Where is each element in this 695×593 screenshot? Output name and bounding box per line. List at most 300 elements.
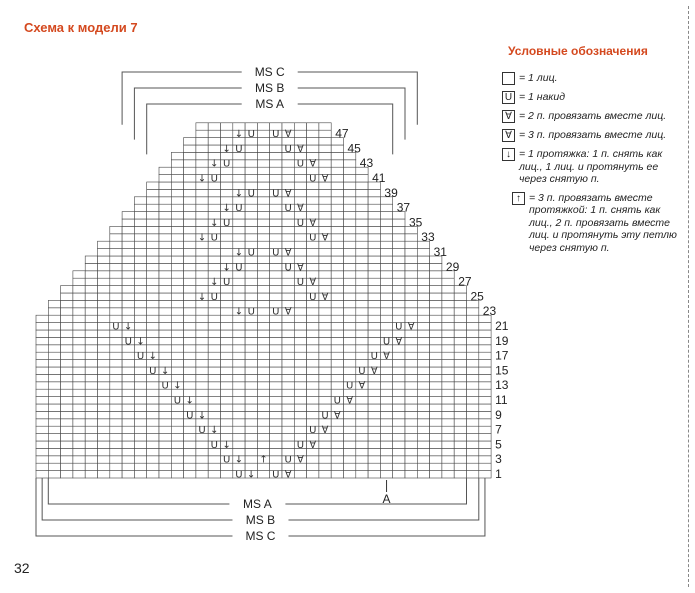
grid-cell [196,256,208,263]
grid-cell [368,197,380,204]
grid-cell [245,263,257,270]
grid-cell [147,263,159,270]
grid-cell [417,352,429,359]
grid-cell [221,382,233,389]
grid-cell [331,256,343,263]
grid-cell [171,234,183,241]
grid-cell [356,441,368,448]
yarn-over-icon: U [210,439,219,451]
grid-cell [85,323,97,330]
grid-cell [257,330,269,337]
grid-cell [233,293,245,300]
row-number: 25 [470,289,484,304]
grid-cell [73,315,85,322]
grid-cell [368,212,380,219]
grid-cell [233,175,245,182]
grid-cell [344,308,356,315]
grid-cell [294,300,306,307]
grid-cell [110,337,122,344]
grid-cell [73,441,85,448]
grid-cell [159,345,171,352]
grid-cell [85,337,97,344]
repeat-label: MS A [243,497,272,511]
yarn-over-icon: U [272,129,280,141]
grid-cell [110,411,122,418]
grid-cell [147,330,159,337]
yarn-over-icon: U [235,262,243,274]
sk2p-arrow-icon: ↑ [259,454,268,466]
k2tog-icon: ∀ [358,380,366,392]
grid-cell [294,352,306,359]
grid-cell [380,249,392,256]
decrease-arrow-icon: ↓ [197,291,207,303]
grid-cell [405,256,417,263]
grid-cell [159,323,171,330]
grid-cell [233,330,245,337]
grid-cell [270,271,282,278]
grid-cell [36,345,48,352]
grid-cell [85,345,97,352]
yarn-over-icon: U [222,217,231,229]
grid-cell [270,278,282,285]
grid-cell [319,323,331,330]
grid-cell [454,411,466,418]
grid-cell [233,397,245,404]
grid-cell [319,367,331,374]
decrease-arrow-icon: ↓ [234,454,244,466]
grid-cell [184,367,196,374]
grid-cell [307,352,319,359]
grid-cell [98,411,110,418]
repeat-label: MS C [254,65,285,79]
grid-cell [257,389,269,396]
grid-cell [294,293,306,300]
grid-cell [405,463,417,470]
grid-cell [405,411,417,418]
grid-cell [380,471,392,478]
yarn-over-icon: U [345,380,354,392]
grid-cell [368,256,380,263]
grid-cell [393,426,405,433]
grid-cell [61,367,73,374]
grid-cell [245,293,257,300]
grid-cell [196,249,208,256]
grid-cell [282,434,294,441]
grid-cell [282,330,294,337]
grid-cell [171,160,183,167]
grid-cell [344,456,356,463]
k2tog-icon: ∀ [297,203,304,215]
grid-cell [356,434,368,441]
grid-cell [331,175,343,182]
knit-stitch-icon [502,72,515,85]
k2tog-icon: ∀ [284,306,292,318]
grid-cell [134,212,146,219]
grid-cell [307,456,319,463]
grid-cell [36,360,48,367]
grid-cell [319,219,331,226]
grid-cell [454,345,466,352]
grid-cell [184,256,196,263]
grid-cell [171,219,183,226]
grid-cell [442,286,454,293]
grid-cell [442,308,454,315]
grid-cell [159,234,171,241]
grid-cell [110,448,122,455]
grid-cell [245,456,257,463]
grid-cell [344,160,356,167]
grid-cell [196,448,208,455]
grid-cell [331,263,343,270]
grid-cell [147,308,159,315]
grid-cell [307,389,319,396]
grid-cell [380,382,392,389]
grid-cell [331,323,343,330]
grid-cell [48,382,60,389]
grid-cell [110,352,122,359]
grid-cell [110,308,122,315]
grid-cell [122,256,134,263]
grid-cell [430,374,442,381]
grid-cell [368,330,380,337]
grid-cell [110,456,122,463]
grid-cell [134,374,146,381]
legend-item-skp [502,148,682,186]
grid-cell [344,293,356,300]
grid-cell [221,471,233,478]
grid-cell [147,182,159,189]
grid-cell [405,271,417,278]
grid-cell [147,471,159,478]
grid-cell [73,411,85,418]
grid-cell [417,323,429,330]
grid-cell [48,315,60,322]
grid-cell [307,337,319,344]
grid-cell [245,226,257,233]
grid-cell [184,234,196,241]
grid-cell [184,448,196,455]
grid-cell [233,167,245,174]
grid-cell [307,256,319,263]
grid-cell [344,249,356,256]
grid-cell [98,397,110,404]
yarn-over-icon: U [296,158,305,170]
grid-cell [442,463,454,470]
grid-cell [73,419,85,426]
grid-cell [245,382,257,389]
grid-cell [368,456,380,463]
grid-cell [331,241,343,248]
grid-cell [61,293,73,300]
grid-cell [110,345,122,352]
grid-cell [184,471,196,478]
grid-cell [184,315,196,322]
grid-cell [147,397,159,404]
grid-cell [98,323,110,330]
grid-cell [36,374,48,381]
grid-cell [270,441,282,448]
grid-cell [319,448,331,455]
grid-cell [196,315,208,322]
grid-cell [122,434,134,441]
grid-cell [85,315,97,322]
yarn-over-icon: U [284,454,292,466]
grid-cell [331,352,343,359]
grid-cell [184,182,196,189]
grid-cell [245,212,257,219]
grid-cell [147,271,159,278]
grid-cell [319,441,331,448]
row-number: 23 [482,304,497,319]
grid-cell [331,330,343,337]
grid-cell [233,219,245,226]
grid-cell [257,286,269,293]
grid-cell [171,167,183,174]
yarn-over-icon: U [222,158,231,170]
grid-cell [442,471,454,478]
grid-cell [368,397,380,404]
grid-cell [147,278,159,285]
grid-cell [110,463,122,470]
grid-cell [98,315,110,322]
grid-cell [307,204,319,211]
grid-cell [270,323,282,330]
grid-cell [467,360,479,367]
grid-cell [270,330,282,337]
grid-cell [270,219,282,226]
grid-cell [294,374,306,381]
grid-cell [61,345,73,352]
grid-cell [319,456,331,463]
down-arrow-icon: ↓ [502,148,515,161]
grid-cell [257,256,269,263]
grid-cell [454,441,466,448]
grid-cell [454,434,466,441]
grid-cell [73,374,85,381]
grid-cell [257,382,269,389]
repeat-label: MS A [255,97,285,111]
grid-cell [196,152,208,159]
grid-cell [356,175,368,182]
grid-cell [98,382,110,389]
grid-cell [257,411,269,418]
grid-cell [430,456,442,463]
grid-cell [147,434,159,441]
yarn-over-icon: U [247,188,255,200]
grid-cell [454,382,466,389]
yarn-over-icon: U [161,380,169,392]
grid-cell [257,182,269,189]
grid-cell [307,138,319,145]
grid-cell [85,300,97,307]
grid-cell [356,330,368,337]
grid-cell [98,389,110,396]
grid-cell [368,389,380,396]
grid-cell [85,404,97,411]
grid-cell [393,397,405,404]
grid-cell [454,337,466,344]
grid-cell [147,337,159,344]
grid-cell [221,249,233,256]
grid-cell [270,152,282,159]
grid-cell [147,249,159,256]
grid-cell [405,360,417,367]
grid-cell [454,419,466,426]
legend-heading: Условные обозначения [508,44,648,58]
grid-cell [454,360,466,367]
grid-cell [122,226,134,233]
grid-cell [147,293,159,300]
grid-cell [417,256,429,263]
center-marker-label: A [382,492,391,506]
grid-cell [134,419,146,426]
grid-cell [98,330,110,337]
grid-cell [61,456,73,463]
grid-cell [73,404,85,411]
grid-cell [479,456,491,463]
grid-cell [417,367,429,374]
grid-cell [134,204,146,211]
grid-cell [122,471,134,478]
grid-cell [282,411,294,418]
decrease-arrow-icon: ↓ [222,203,231,215]
grid-cell [270,263,282,270]
grid-cell [270,389,282,396]
grid-cell [344,212,356,219]
grid-cell [368,241,380,248]
grid-cell [98,278,110,285]
grid-cell [110,397,122,404]
grid-cell [36,411,48,418]
grid-cell [233,286,245,293]
decrease-arrow-icon: ↓ [197,410,207,422]
k2tog-icon: ∀ [297,454,304,466]
grid-cell [196,219,208,226]
grid-cell [159,397,171,404]
grid-cell [36,337,48,344]
grid-cell [184,382,196,389]
grid-cell [110,360,122,367]
grid-cell [61,286,73,293]
grid-cell [257,145,269,152]
grid-cell [467,308,479,315]
grid-cell [417,263,429,270]
grid-cell [393,382,405,389]
grid-cell [417,249,429,256]
grid-cell [98,345,110,352]
grid-cell [307,411,319,418]
grid-cell [270,204,282,211]
grid-cell [356,308,368,315]
grid-cell [159,448,171,455]
grid-cell [48,389,60,396]
grid-cell [331,212,343,219]
grid-cell [467,389,479,396]
grid-cell [184,463,196,470]
grid-cell [368,337,380,344]
grid-cell [221,337,233,344]
k2tog-icon: ∀ [370,365,378,377]
grid-cell [270,212,282,219]
grid-cell [184,278,196,285]
grid-cell [257,130,269,137]
row-number: 29 [445,259,460,274]
grid-cell [98,286,110,293]
grid-cell [294,241,306,248]
grid-cell [184,241,196,248]
grid-cell [257,345,269,352]
grid-cell [319,330,331,337]
grid-cell [479,382,491,389]
grid-cell [36,382,48,389]
grid-cell [245,352,257,359]
grid-cell [417,300,429,307]
grid-cell [331,434,343,441]
grid-cell [122,426,134,433]
grid-cell [221,123,233,130]
grid-cell [85,471,97,478]
grid-cell [430,337,442,344]
grid-cell [184,167,196,174]
legend-text: = 1 накид [519,91,566,103]
grid-cell [344,204,356,211]
grid-cell [85,463,97,470]
grid-cell [454,330,466,337]
grid-cell [282,382,294,389]
grid-cell [73,448,85,455]
grid-cell [368,286,380,293]
grid-cell [380,300,392,307]
k2tog-icon: ∀ [321,232,329,244]
decrease-arrow-icon: ↓ [222,262,231,274]
grid-cell [430,404,442,411]
grid-cell [307,397,319,404]
grid-cell [417,345,429,352]
row-number: 37 [396,200,411,215]
grid-cell [294,397,306,404]
grid-cell [467,330,479,337]
grid-cell [344,226,356,233]
grid-cell [282,219,294,226]
grid-cell [98,241,110,248]
grid-cell [122,293,134,300]
grid-cell [282,234,294,241]
grid-cell [85,278,97,285]
grid-cell [307,123,319,130]
grid-cell [282,278,294,285]
grid-cell [184,293,196,300]
grid-cell [270,411,282,418]
grid-cell [184,175,196,182]
grid-cell [122,360,134,367]
grid-cell [294,389,306,396]
yarn-over-icon: U [284,262,292,274]
grid-cell [319,374,331,381]
grid-cell [344,219,356,226]
grid-cell [147,463,159,470]
grid-cell [344,337,356,344]
grid-cell [479,367,491,374]
grid-cell [134,448,146,455]
grid-cell [221,130,233,137]
grid-cell [344,448,356,455]
grid-cell [171,263,183,270]
grid-cell [208,189,220,196]
grid-cell [61,300,73,307]
grid-cell [110,241,122,248]
grid-cell [147,419,159,426]
row-number: 47 [335,126,349,141]
